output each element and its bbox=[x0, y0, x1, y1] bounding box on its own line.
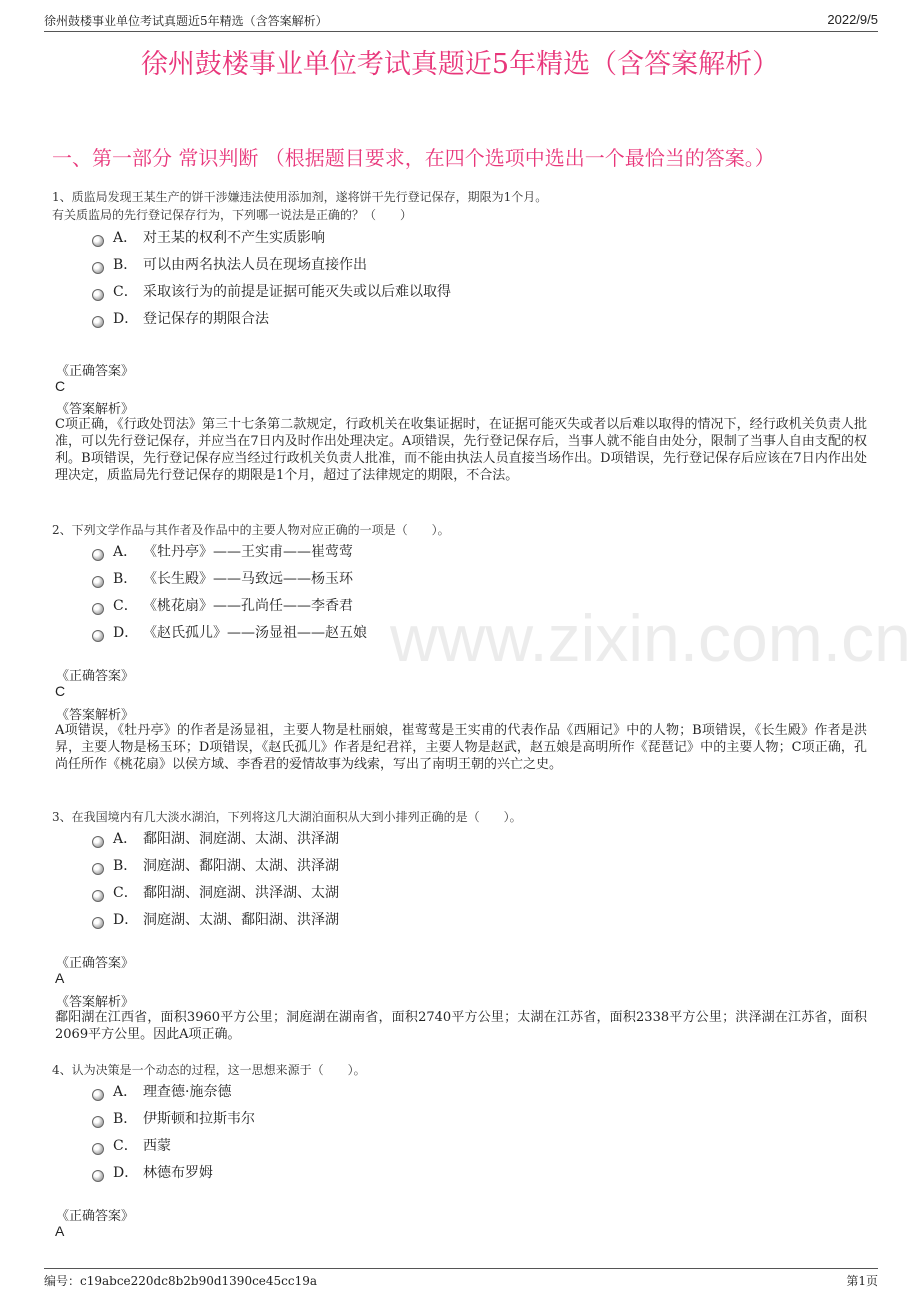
option-letter: B． bbox=[113, 1111, 138, 1127]
header-divider bbox=[44, 31, 878, 32]
page-title: 徐州鼓楼事业单位考试真题近5年精选（含答案解析） bbox=[140, 49, 780, 80]
option-text: 林德布罗姆 bbox=[143, 1165, 213, 1181]
option-c[interactable] bbox=[92, 597, 353, 615]
option-b[interactable] bbox=[92, 256, 367, 274]
stem-line: 2、下列文学作品与其作者及作品中的主要人物对应正确的一项是（ ）。 bbox=[52, 523, 450, 537]
radio-icon[interactable] bbox=[92, 1116, 104, 1128]
radio-icon[interactable] bbox=[92, 603, 104, 615]
option-a[interactable] bbox=[92, 543, 353, 561]
option-c[interactable] bbox=[92, 283, 451, 301]
option-letter: A． bbox=[113, 831, 138, 847]
analysis-label: 《答案解析》 bbox=[56, 708, 135, 723]
radio-icon[interactable] bbox=[92, 836, 104, 848]
document-id: 编号：c19abce220dc8b2b90d1390ce45cc19a bbox=[44, 1274, 318, 1288]
option-text: 洞庭湖、太湖、鄱阳湖、洪泽湖 bbox=[143, 912, 339, 928]
option-a[interactable] bbox=[92, 1083, 231, 1101]
stem-line: 4、认为决策是一个动态的过程，这一思想来源于（ ）。 bbox=[52, 1063, 366, 1077]
analysis-text: A项错误，《牡丹亭》的作者是汤显祖，主要人物是杜丽娘，崔莺莺是王实甫的代表作品《西厢记》中的人物；B项错误，《长生殿》作者是洪昇，主要人物是杨玉环；D项错误，《赵氏孤儿》作者是纪君祥，主要人物是赵武，赵五娘是高明所作《琵琶记》中的主要人物；C项正确，孔尚任所作《桃花扇》以侯方域、李香君的爱情故事为线索，写出了南明王朝的兴亡之史。 bbox=[55, 723, 867, 772]
option-letter: A． bbox=[113, 544, 138, 560]
analysis-text: C项正确，《行政处罚法》第三十七条第二款规定，行政机关在收集证据时，在证据可能灭失或者以后难以取得的情况下，经行政机关负责人批准，可以先行登记保存，并应当在7日内及时作出处理决定。A项错误，先行登记保存后，当事人就不能自由处分，限制了当事人自由支配的权利。B项错误，先行登记保存应当经过行政机关负责人批准，而不能由执法人员直接当场作出。D项错误，先行登记保存后应该在7日内作出处理决定，质监局先行登记保存的期限是1个月，超过了法律规定的期限，不合法。 bbox=[55, 417, 867, 483]
option-letter: D． bbox=[113, 625, 139, 641]
analysis-text: 鄱阳湖在江西省，面积3960平方公里；洞庭湖在湖南省，面积2740平方公里；太湖在江苏省，面积2338平方公里；洪泽湖在江苏省，面积2069平方公里。因此A项正确。 bbox=[55, 1010, 867, 1042]
radio-icon[interactable] bbox=[92, 890, 104, 902]
option-letter: D． bbox=[113, 311, 139, 327]
option-text: 对王某的权利不产生实质影响 bbox=[143, 230, 325, 246]
radio-icon[interactable] bbox=[92, 863, 104, 875]
answer-value: C bbox=[55, 683, 66, 699]
radio-icon[interactable] bbox=[92, 1089, 104, 1101]
stem-line: 有关质监局的先行登记保存行为，下列哪一说法是正确的？（ ） bbox=[52, 208, 413, 222]
option-letter: A． bbox=[113, 1084, 138, 1100]
option-text: 《赵氏孤儿》——汤显祖——赵五娘 bbox=[143, 625, 367, 641]
question-stem bbox=[52, 521, 450, 539]
radio-icon[interactable] bbox=[92, 549, 104, 561]
radio-icon[interactable] bbox=[92, 316, 104, 328]
option-text: 可以由两名执法人员在现场直接作出 bbox=[143, 257, 367, 273]
header-doc-title: 徐州鼓楼事业单位考试真题近5年精选（含答案解析） bbox=[44, 14, 328, 28]
option-text: 鄱阳湖、洞庭湖、太湖、洪泽湖 bbox=[143, 831, 339, 847]
question-stem bbox=[52, 1061, 366, 1079]
option-text: 西蒙 bbox=[143, 1138, 171, 1154]
option-text: 《牡丹亭》——王实甫——崔莺莺 bbox=[143, 544, 353, 560]
option-text: 《桃花扇》——孔尚任——李香君 bbox=[143, 598, 353, 614]
option-text: 洞庭湖、鄱阳湖、太湖、洪泽湖 bbox=[143, 858, 339, 874]
option-letter: B． bbox=[113, 257, 138, 273]
option-text: 登记保存的期限合法 bbox=[143, 311, 269, 327]
footer-divider bbox=[44, 1268, 878, 1269]
radio-icon[interactable] bbox=[92, 289, 104, 301]
option-text: 采取该行为的前提是证据可能灭失或以后难以取得 bbox=[143, 284, 451, 300]
option-letter: D． bbox=[113, 912, 139, 928]
option-letter: A． bbox=[113, 230, 138, 246]
option-letter: C． bbox=[113, 1138, 138, 1154]
answer-label: 《正确答案》 bbox=[56, 956, 135, 971]
option-text: 理查德·施奈德 bbox=[143, 1084, 232, 1100]
option-a[interactable] bbox=[92, 229, 325, 247]
option-letter: C． bbox=[113, 885, 138, 901]
radio-icon[interactable] bbox=[92, 235, 104, 247]
radio-icon[interactable] bbox=[92, 262, 104, 274]
analysis-label: 《答案解析》 bbox=[56, 995, 135, 1010]
option-letter: D． bbox=[113, 1165, 139, 1181]
option-b[interactable] bbox=[92, 570, 353, 588]
section-heading: 一、第一部分 常识判断 （根据题目要求，在四个选项中选出一个最恰当的答案。） bbox=[52, 146, 775, 170]
watermark: www.zixin.com.cn bbox=[390, 601, 911, 675]
page-number: 第1页 bbox=[846, 1274, 878, 1288]
option-d[interactable] bbox=[92, 310, 269, 328]
page-header bbox=[44, 12, 878, 30]
answer-label: 《正确答案》 bbox=[56, 669, 135, 684]
analysis-label: 《答案解析》 bbox=[56, 402, 135, 417]
option-a[interactable] bbox=[92, 830, 339, 848]
option-b[interactable] bbox=[92, 857, 339, 875]
option-c[interactable] bbox=[92, 884, 339, 902]
radio-icon[interactable] bbox=[92, 576, 104, 588]
answer-value: C bbox=[55, 378, 66, 394]
option-letter: C． bbox=[113, 598, 138, 614]
answer-label: 《正确答案》 bbox=[56, 1209, 135, 1224]
radio-icon[interactable] bbox=[92, 917, 104, 929]
stem-line: 1、质监局发现王某生产的饼干涉嫌违法使用添加剂，遂将饼干先行登记保存，期限为1个月。 bbox=[52, 190, 548, 204]
option-d[interactable] bbox=[92, 1164, 213, 1182]
option-c[interactable] bbox=[92, 1137, 171, 1155]
answer-label: 《正确答案》 bbox=[56, 364, 135, 379]
radio-icon[interactable] bbox=[92, 1143, 104, 1155]
option-text: 鄱阳湖、洞庭湖、洪泽湖、太湖 bbox=[143, 885, 339, 901]
option-text: 《长生殿》——马致远——杨玉环 bbox=[143, 571, 353, 587]
option-d[interactable] bbox=[92, 911, 339, 929]
option-letter: C． bbox=[113, 284, 138, 300]
radio-icon[interactable] bbox=[92, 1170, 104, 1182]
question-stem bbox=[52, 188, 547, 224]
option-letter: B． bbox=[113, 858, 138, 874]
option-d[interactable] bbox=[92, 624, 367, 642]
option-b[interactable] bbox=[92, 1110, 255, 1128]
answer-value: A bbox=[55, 970, 65, 986]
question-stem bbox=[52, 808, 522, 826]
radio-icon[interactable] bbox=[92, 630, 104, 642]
answer-value: A bbox=[55, 1223, 65, 1239]
header-date: 2022/9/5 bbox=[827, 12, 878, 27]
option-letter: B． bbox=[113, 571, 138, 587]
option-text: 伊斯顿和拉斯韦尔 bbox=[143, 1111, 255, 1127]
stem-line: 3、在我国境内有几大淡水湖泊，下列将这几大湖泊面积从大到小排列正确的是（ ）。 bbox=[52, 810, 522, 824]
